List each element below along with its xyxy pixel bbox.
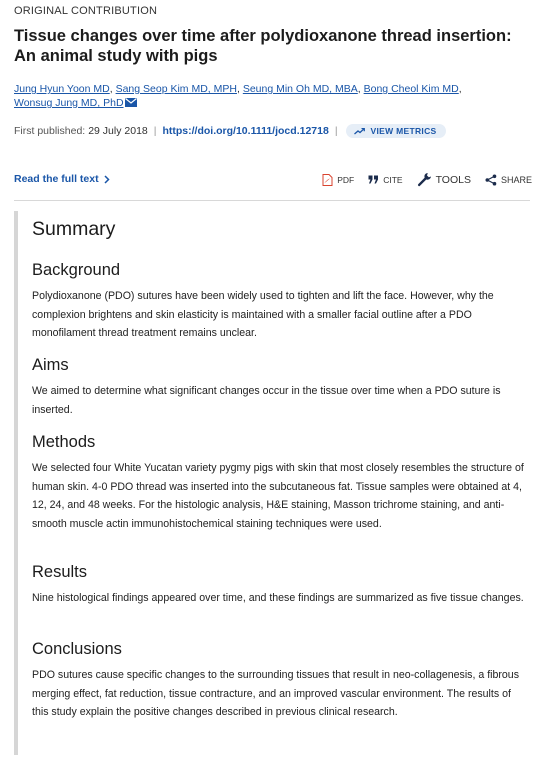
abstract-section-conclusions [32, 638, 526, 722]
abstract-section-aims [32, 354, 526, 419]
divider: | [153, 125, 157, 137]
author-link[interactable]: Wonsug Jung MD, PhD [14, 97, 124, 109]
section-text: Nine histological findings appeared over time, and these findings are summarized as five tissue changes. [32, 592, 524, 604]
first-published-label: First published: [14, 125, 86, 137]
mail-icon[interactable] [125, 97, 137, 111]
section-text: Polydioxanone (PDO) sutures have been widely used to tighten and lift the face. However, why the complexion brightens and skin elasticity is maintained with a smaller facial outline after a PDO monofilament thread treatment remains unclear. [32, 290, 494, 339]
wrench-icon [417, 172, 432, 187]
article-type-label: ORIGINAL CONTRIBUTION [14, 5, 158, 17]
author-list: Jung Hyun Yoon MD, Sang Seop Kim MD, MPH, Seung Min Oh MD, MBA, Bong Cheol Kim MD, Wonsug Jung MD, PhD [14, 83, 462, 109]
author-link[interactable]: Jung Hyun Yoon MD [14, 83, 110, 95]
divider: | [334, 125, 338, 137]
quote-icon [368, 175, 379, 184]
abstract-section-background [32, 259, 526, 343]
trend-icon [354, 128, 365, 135]
pdf-label: PDF [337, 174, 355, 185]
tools-button[interactable] [417, 172, 471, 187]
doi-link[interactable]: https://doi.org/10.1111/jocd.12718 [162, 125, 329, 137]
section-heading: Conclusions [32, 640, 122, 658]
summary-heading: Summary [32, 218, 116, 240]
section-text: PDO sutures cause specific changes to the surrounding tissues that result in neo-collagenesis, a fibrous merging effect, fat reduction, tissue contracture, and an improved vascular environment. The results of this study explain the positive changes described in previous clinical research. [32, 669, 519, 718]
view-metrics-button[interactable] [346, 124, 447, 138]
first-published-date: 29 July 2018 [88, 125, 148, 137]
share-label: SHARE [500, 174, 532, 185]
article-title: Tissue changes over time after polydioxanone thread insertion: An animal study with pigs [14, 27, 512, 65]
publication-info [14, 122, 446, 140]
section-heading: Results [32, 563, 88, 581]
pdf-icon [322, 174, 333, 186]
section-heading: Methods [32, 433, 96, 451]
share-button[interactable] [485, 174, 532, 186]
author-link[interactable]: Seung Min Oh MD, MBA [242, 83, 358, 95]
section-text: We selected four White Yucatan variety pygmy pigs with skin that most closely resembles the structure of human skin. 4-0 PDO thread was inserted into the subcutaneous fat. Tissue samples were obtained at 4, 12, 24, and 48 weeks. For the histologic analysis, H&E staining, Masson trichrome staining, and anti-smooth muscle actin immunohistochemical staining techniques were used. [32, 462, 524, 530]
view-metrics-label: VIEW METRICS [370, 126, 437, 136]
cite-label: CITE [383, 174, 403, 185]
section-heading: Background [32, 261, 121, 279]
abstract-summary [14, 211, 530, 755]
article-toolbar [308, 172, 532, 187]
tools-label: TOOLS [435, 173, 471, 186]
cite-button[interactable] [368, 175, 402, 185]
read-full-text-label: Read the full text [14, 173, 99, 185]
section-divider [14, 200, 530, 201]
section-text: We aimed to determine what significant changes occur in the tissue over time when a PDO suture is inserted. [32, 385, 501, 416]
abstract-section-results [32, 561, 526, 608]
section-heading: Aims [32, 356, 69, 374]
author-link[interactable]: Bong Cheol Kim MD [363, 83, 459, 95]
chevron-right-icon [104, 175, 110, 184]
abstract-section-methods [32, 431, 526, 533]
author-link[interactable]: Sang Seop Kim MD, MPH [115, 83, 237, 95]
pdf-button[interactable] [322, 174, 354, 186]
read-full-text-link[interactable] [14, 173, 110, 185]
share-icon [485, 174, 497, 186]
